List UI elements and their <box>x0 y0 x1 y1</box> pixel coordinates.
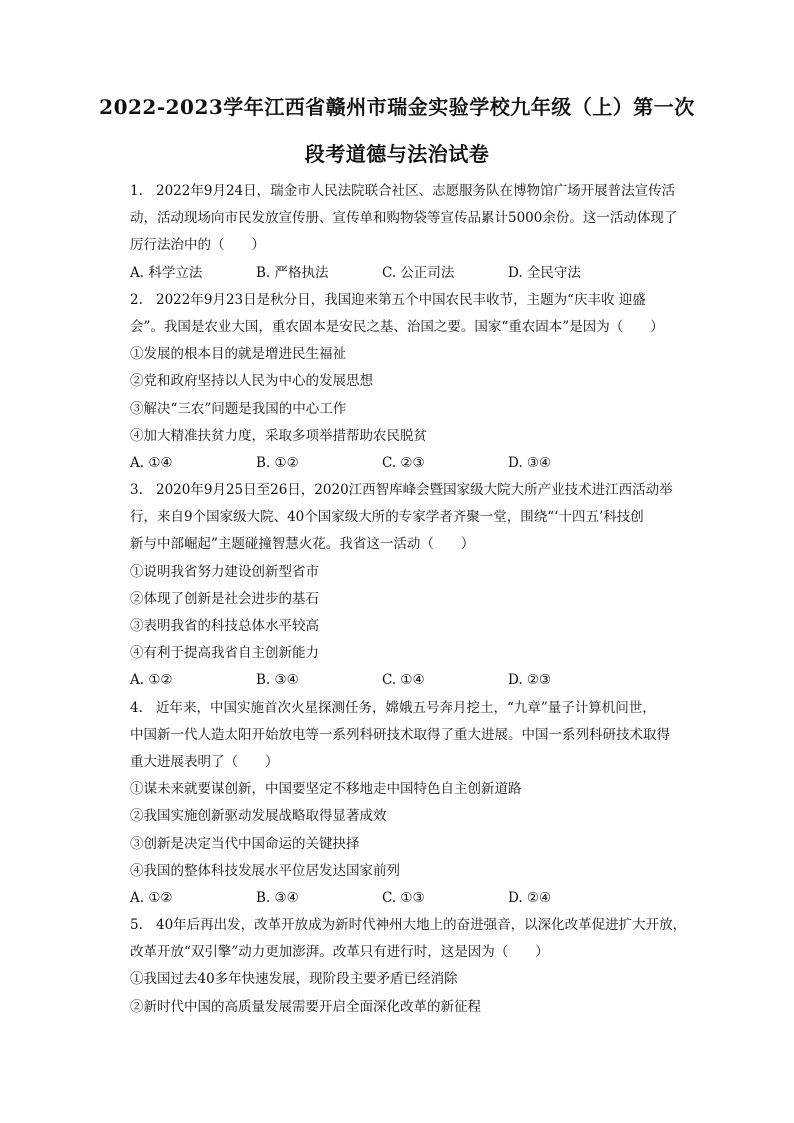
question-2-options <box>130 450 670 477</box>
question-2-statement-3: ③解决“三农”问题是我国的中心工作 <box>130 400 347 417</box>
exam-title-line-2: 段考道德与法治试卷 <box>304 142 490 166</box>
question-2-statement-1: ①发展的根本目的就是增进民生福祉 <box>130 346 346 363</box>
option-c[interactable]: C. 公正司法 <box>382 264 455 281</box>
question-1-options <box>130 260 670 287</box>
question-4-line-2: 中国新一代人造太阳开始放电等一系列科研技术取得了重大进展。中国一系列科研技术取得 <box>130 726 670 743</box>
question-4-line-3: 重大进展表明了（ ） <box>130 753 279 770</box>
question-5-statement-1: ①我国过去40多年快速发展，现阶段主要矛盾已经消除 <box>130 971 458 988</box>
question-4-options <box>130 885 670 912</box>
question-5-statement-2: ②新时代中国的高质量发展需要开启全面深化改革的新征程 <box>130 998 481 1015</box>
question-3-line-2: 行，来自9个国家级大院、40个国家级大所的专家学者齐聚一堂，围绕“‘十四五’科技创 <box>130 509 644 526</box>
question-3-statement-2: ②体现了创新是社会进步的基石 <box>130 590 319 607</box>
question-4-statement-3: ③创新是决定当代中国命运的关键抉择 <box>130 835 360 852</box>
question-3-statement-3: ③表明我省的科技总体水平较高 <box>130 618 319 634</box>
question-4-line-1: 4. 近年来，中国实施首次火星探测任务，嫦娥五号奔月挖土，“九章”量子计算机问世， <box>130 699 656 716</box>
option-a[interactable]: A. ①④ <box>130 454 173 471</box>
question-3-options <box>130 667 670 694</box>
question-4-statement-2: ②我国实施创新驱动发展战略取得显著成效 <box>130 808 387 825</box>
option-d[interactable]: D. ②③ <box>508 672 552 689</box>
option-d[interactable]: D. ②④ <box>508 889 552 906</box>
option-d[interactable]: D. ③④ <box>508 454 552 471</box>
option-a[interactable]: A. 科学立法 <box>130 264 203 281</box>
question-4-statement-1: ①谋未来就要谋创新，中国要坚定不移地走中国特色自主创新道路 <box>130 781 522 798</box>
question-5-line-1: 5. 40年后再出发，改革开放成为新时代神州大地上的奋进强音，以深化改革促进扩大开放， <box>130 917 687 934</box>
option-b[interactable]: B. ③④ <box>256 672 299 689</box>
question-2-line-1: 2. 2022年9月23日是秋分日，我国迎来第五个中国农民丰收节，主题为“庆丰收 迎盛 <box>130 291 646 308</box>
option-b[interactable]: B. 严格执法 <box>256 264 329 281</box>
question-3-statement-1: ①说明我省努力建设创新型省市 <box>130 563 319 580</box>
option-a[interactable]: A. ①② <box>130 672 173 689</box>
question-2-statement-4: ④加大精准扶贫力度，采取多项举措帮助农民脱贫 <box>130 427 427 444</box>
option-a[interactable]: A. ①② <box>130 889 173 906</box>
question-3-line-1: 3. 2020年9月25日至26日，2020江西智库峰会暨国家级大院大所产业技术进江西活动举 <box>130 482 673 499</box>
question-2-line-2: 会”。我国是农业大国，重农固本是安民之基、治国之要。国家“重农固本”是因为（ ） <box>130 318 664 335</box>
question-1-line-3: 厉行法治中的（ ） <box>130 237 265 254</box>
question-1-line-1: 1. 2022年9月24日，瑞金市人民法院联合社区、志愿服务队在博物馆广场开展普法宣传活 <box>130 183 676 199</box>
option-d[interactable]: D. 全民守法 <box>508 264 581 281</box>
question-3-line-3: 新与中部崛起”主题碰撞智慧火花。我省这一活动（ ） <box>130 536 475 553</box>
exam-title-line-1: 2022-2023学年江西省赣州市瑞金实验学校九年级（上）第一次 <box>99 95 695 119</box>
option-b[interactable]: B. ①② <box>256 454 299 471</box>
option-c[interactable]: C. ①③ <box>382 889 425 906</box>
question-5-line-2: 改革开放“双引擎”动力更加澎湃。改革只有进行时，这是因为（ ） <box>130 944 549 961</box>
question-3-statement-4: ④有利于提高我省自主创新能力 <box>130 645 319 662</box>
option-b[interactable]: B. ③④ <box>256 889 299 906</box>
option-c[interactable]: C. ①④ <box>382 672 425 689</box>
question-4-statement-4: ④我国的整体科技发展水平位居发达国家前列 <box>130 862 400 879</box>
questions-body <box>130 178 687 1021</box>
option-c[interactable]: C. ②③ <box>382 454 425 471</box>
question-2-statement-2: ②党和政府坚持以人民为中心的发展思想 <box>130 373 373 390</box>
question-1-line-2: 动，活动现场向市民发放宣传册、宣传单和购物袋等宣传品累计5000余份。这一活动体现了 <box>130 210 678 227</box>
